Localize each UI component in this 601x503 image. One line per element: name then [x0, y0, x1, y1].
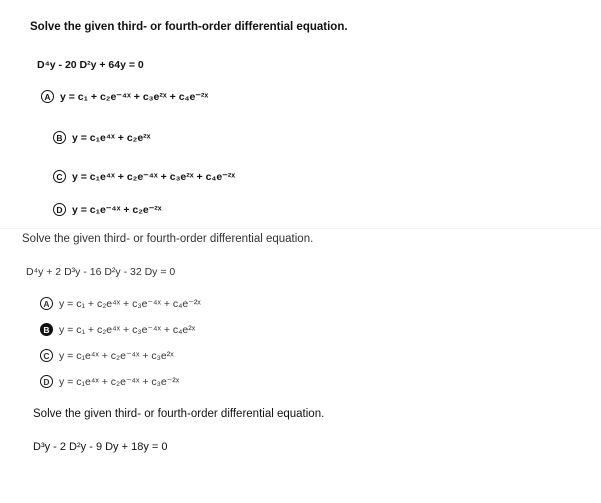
question-prompt: Solve the given third- or fourth-order differential equation. [22, 233, 314, 245]
option-a[interactable] [41, 90, 208, 103]
option-d[interactable] [40, 375, 179, 388]
option-letter-badge: D [53, 203, 66, 216]
option-letter-badge: A [41, 90, 54, 103]
question-equation: D⁴y - 20 D²y + 64y = 0 [37, 59, 144, 71]
option-text: y = c₁e⁴ˣ + c₂e⁻⁴ˣ + c₃e²ˣ + c₄e⁻²ˣ [72, 170, 236, 183]
option-letter-badge: B [53, 131, 66, 144]
option-d[interactable] [53, 203, 162, 216]
option-c[interactable] [40, 349, 174, 362]
option-text: y = c₁e⁴ˣ + c₂e⁻⁴ˣ + c₃e²ˣ [59, 349, 174, 362]
option-text: y = c₁e⁻⁴ˣ + c₂e⁻²ˣ [72, 203, 162, 216]
option-letter-badge: C [53, 170, 66, 183]
question-equation: D⁴y + 2 D³y - 16 D²y - 32 Dy = 0 [26, 266, 176, 278]
option-text: y = c₁ + c₂e⁴ˣ + c₃e⁻⁴ˣ + c₄e⁻²ˣ [59, 297, 201, 310]
option-c[interactable] [53, 170, 235, 183]
option-letter-badge: D [40, 375, 53, 388]
option-b[interactable] [40, 323, 195, 336]
option-letter-badge: C [40, 349, 53, 362]
option-letter-badge: A [40, 297, 53, 310]
option-text: y = c₁e⁴ˣ + c₂e⁻⁴ˣ + c₃e⁻²ˣ [59, 375, 180, 388]
option-b[interactable] [53, 131, 151, 144]
option-letter-badge: B [40, 323, 53, 336]
section-divider [0, 228, 601, 229]
option-text: y = c₁e⁴ˣ + c₂e²ˣ [72, 131, 151, 144]
question-prompt: Solve the given third- or fourth-order differential equation. [30, 21, 348, 33]
option-text: y = c₁ + c₂e⁻⁴ˣ + c₃e²ˣ + c₄e⁻²ˣ [60, 90, 209, 103]
question-equation: D³y - 2 D²y - 9 Dy + 18y = 0 [33, 441, 168, 453]
option-text: y = c₁ + c₂e⁴ˣ + c₃e⁻⁴ˣ + c₄e²ˣ [59, 323, 196, 336]
question-prompt: Solve the given third- or fourth-order differential equation. [33, 408, 325, 420]
option-a[interactable] [40, 297, 201, 310]
